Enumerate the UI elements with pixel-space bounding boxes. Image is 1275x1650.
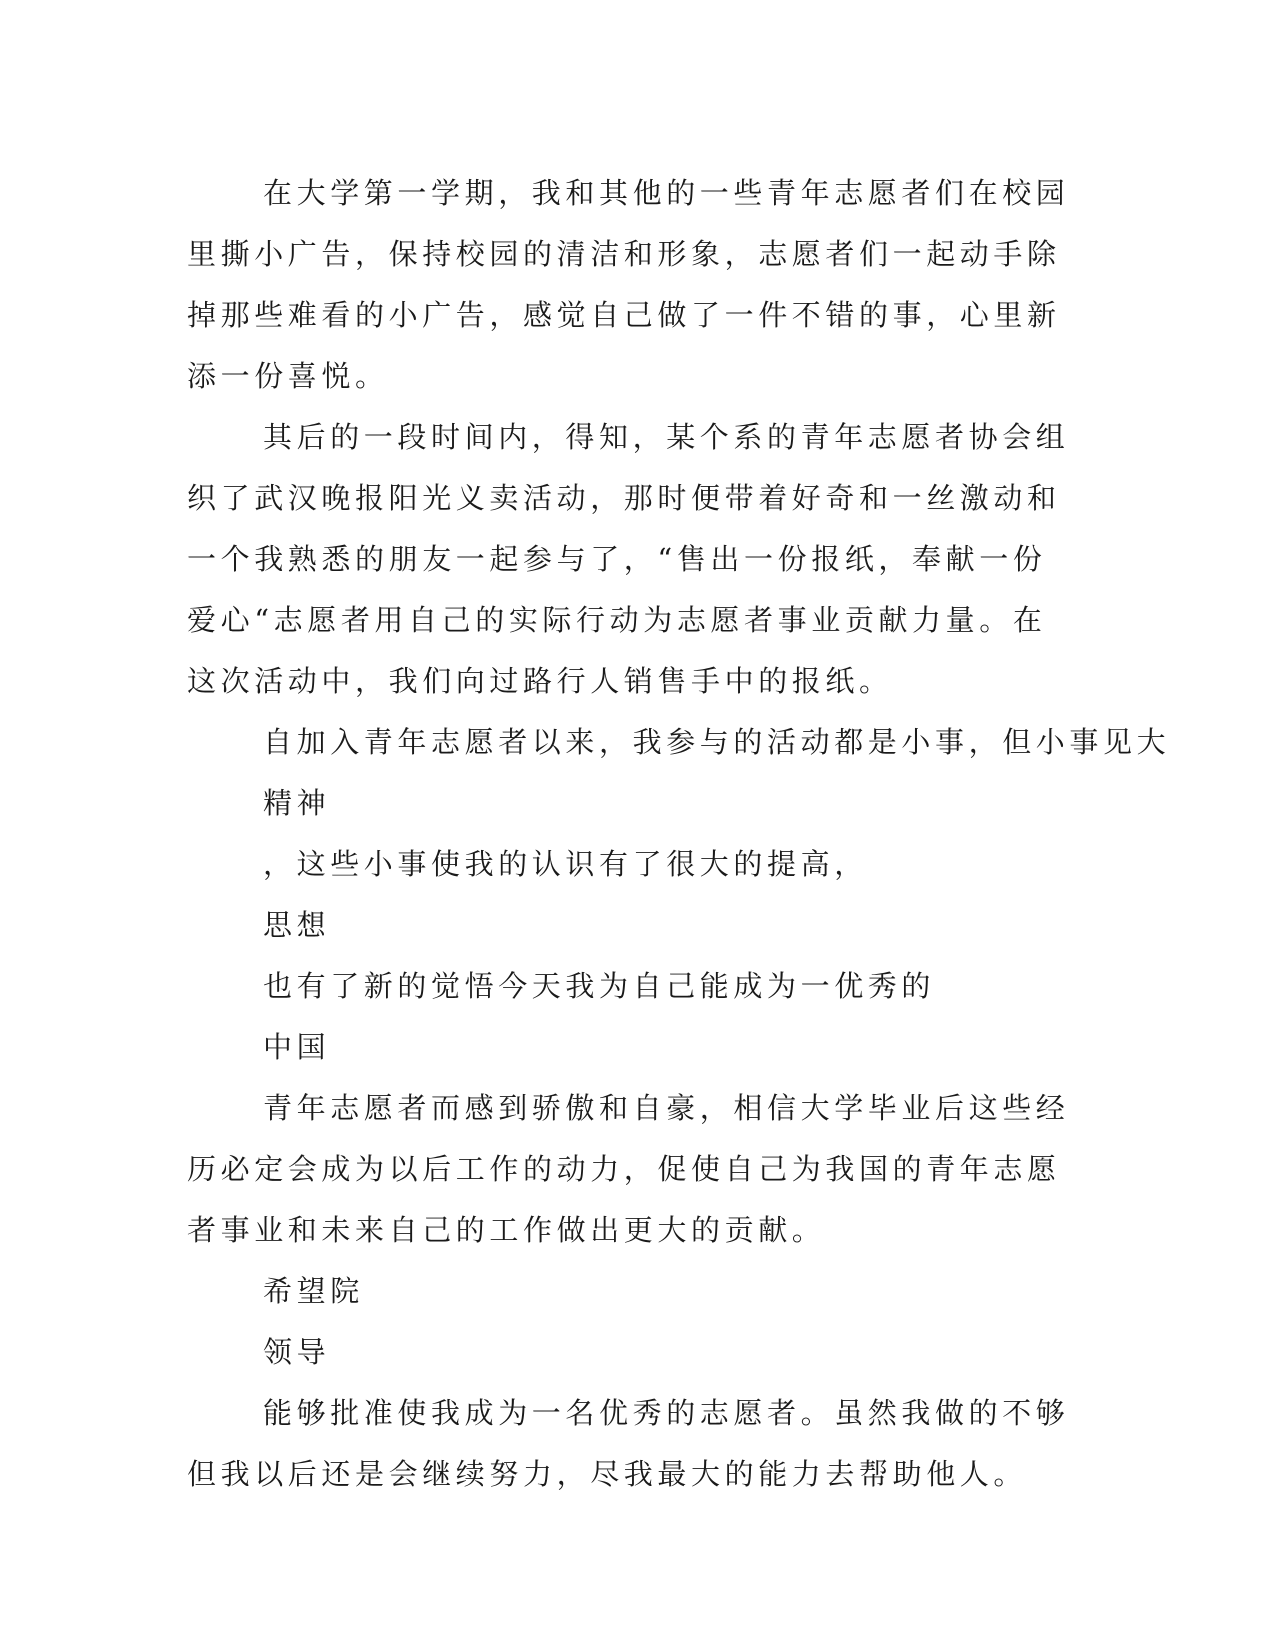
text-line-5: 也有了新的觉悟今天我为自己能成为一优秀的 <box>263 969 936 1003</box>
text-line-7: 希望院 <box>263 1274 364 1308</box>
text-line-8: 领导 <box>263 1335 331 1369</box>
paragraph-4: 能够批准使我成为一名优秀的志愿者。虽然我做的不够但我以后还是会继续努力，尽我最大的能力去帮助他人。 <box>187 1396 1070 1491</box>
document-body <box>187 163 1171 1505</box>
paragraph-1: 在大学第一学期，我和其他的一些青年志愿者们在校园里撕小广告，保持校园的清洁和形象，志愿者们一起动手除掉那些难看的小广告，感觉自己做了一件不错的事，心里新添一份喜悦。 <box>187 176 1070 393</box>
text-line-3: ，这些小事使我的认识有了很大的提高， <box>263 847 868 881</box>
paragraph-3: 青年志愿者而感到骄傲和自豪，相信大学毕业后这些经历必定会成为以后工作的动力，促使自己为我国的青年志愿者事业和未来自己的工作做出更大的贡献。 <box>187 1091 1070 1247</box>
text-line-2: 精神 <box>263 786 331 820</box>
paragraph-2: 其后的一段时间内，得知，某个系的青年志愿者协会组织了武汉晚报阳光义卖活动，那时便带着好奇和一丝激动和一个我熟悉的朋友一起参与了，“售出一份报纸，奉献一份爱心“志愿者用自己的实际行动为志愿者事业贡献力量。在这次活动中，我们向过路行人销售手中的报纸。 <box>187 420 1070 698</box>
text-line-4: 思想 <box>263 908 331 942</box>
text-line-6: 中国 <box>263 1030 331 1064</box>
text-line-1: 自加入青年志愿者以来，我参与的活动都是小事，但小事见大 <box>263 725 1171 759</box>
